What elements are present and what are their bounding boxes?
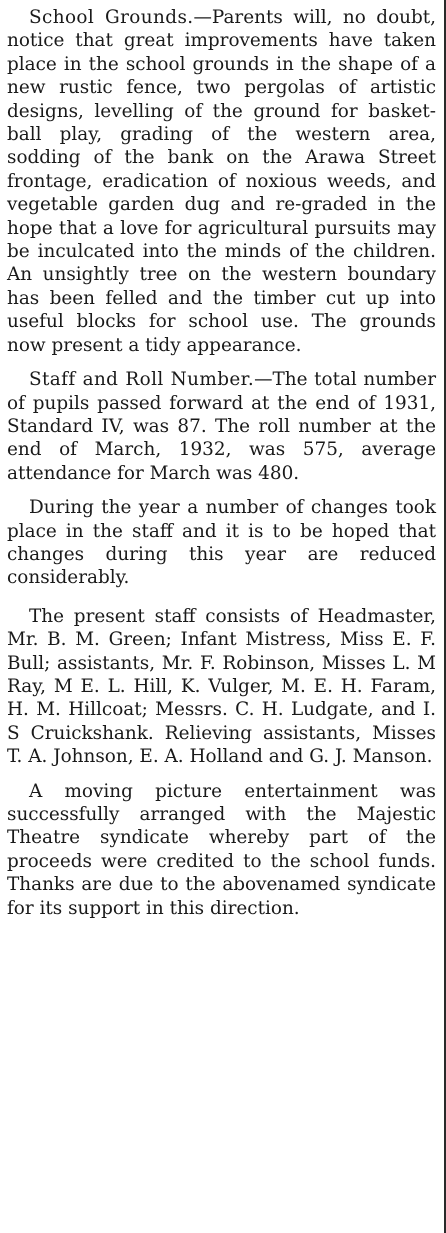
paragraph-body: During the year a number of changes took place in the staff and it is to be hoped that changes during this year are reduced considerably. [7,497,436,589]
paragraph-body: A moving picture entertainment was successfully arranged with the Majestic Theatre syndicate whereby part of the proceeds were credited to the school funds. Thanks are due to the abovenamed syndicate for its support in this direction. [7,780,436,919]
paragraph-school-grounds [7,6,436,357]
paragraph-picture-entertainment [7,780,436,920]
paragraph-body: —The total number of pupils passed forward at the end of 1931, Standard IV, was 87. The roll number at the end of March, 1932, was 575, average attendance for March was 480. [7,369,436,484]
paragraph-staff-changes [7,496,436,590]
paragraph-body: The present staff consists of Headmaster, Mr. B. M. Green; Infant Mistress, Miss E. F. Bull; assistants, Mr. F. Robinson, Misses L. M Ray, M E. L. Hill, K. Vulger, M. E. H. Faram, H. M. Hillcoat; Messrs. C. H. Ludgate, and I. S Cruickshank. Relieving assistants, Misses T. A. Johnson, E. A. Holland and G. J. Manson. [7,605,436,768]
paragraph-staff-and-roll [7,368,436,485]
paragraph-body: —Parents will, no doubt, notice that great improvements have taken place in the school grounds in the shape of a new rustic fence, two pergolas of artistic designs, levelling of the ground for basket-ball play, grading of the western area, sodding of the bank on the Arawa Street frontage, eradication of noxious weeds, and vegetable garden dug and re-graded in the hope that a love for agricultural pursuits may be inculcated into the minds of the children. An unsightly tree on the western boundary has been felled and the timber cut up into useful blocks for school use. The grounds now present a tidy appearance. [7,7,436,356]
paragraph-heading: School Grounds. [29,7,194,28]
paragraph-present-staff [7,605,436,769]
paragraph-heading: Staff and Roll Number. [29,369,255,391]
